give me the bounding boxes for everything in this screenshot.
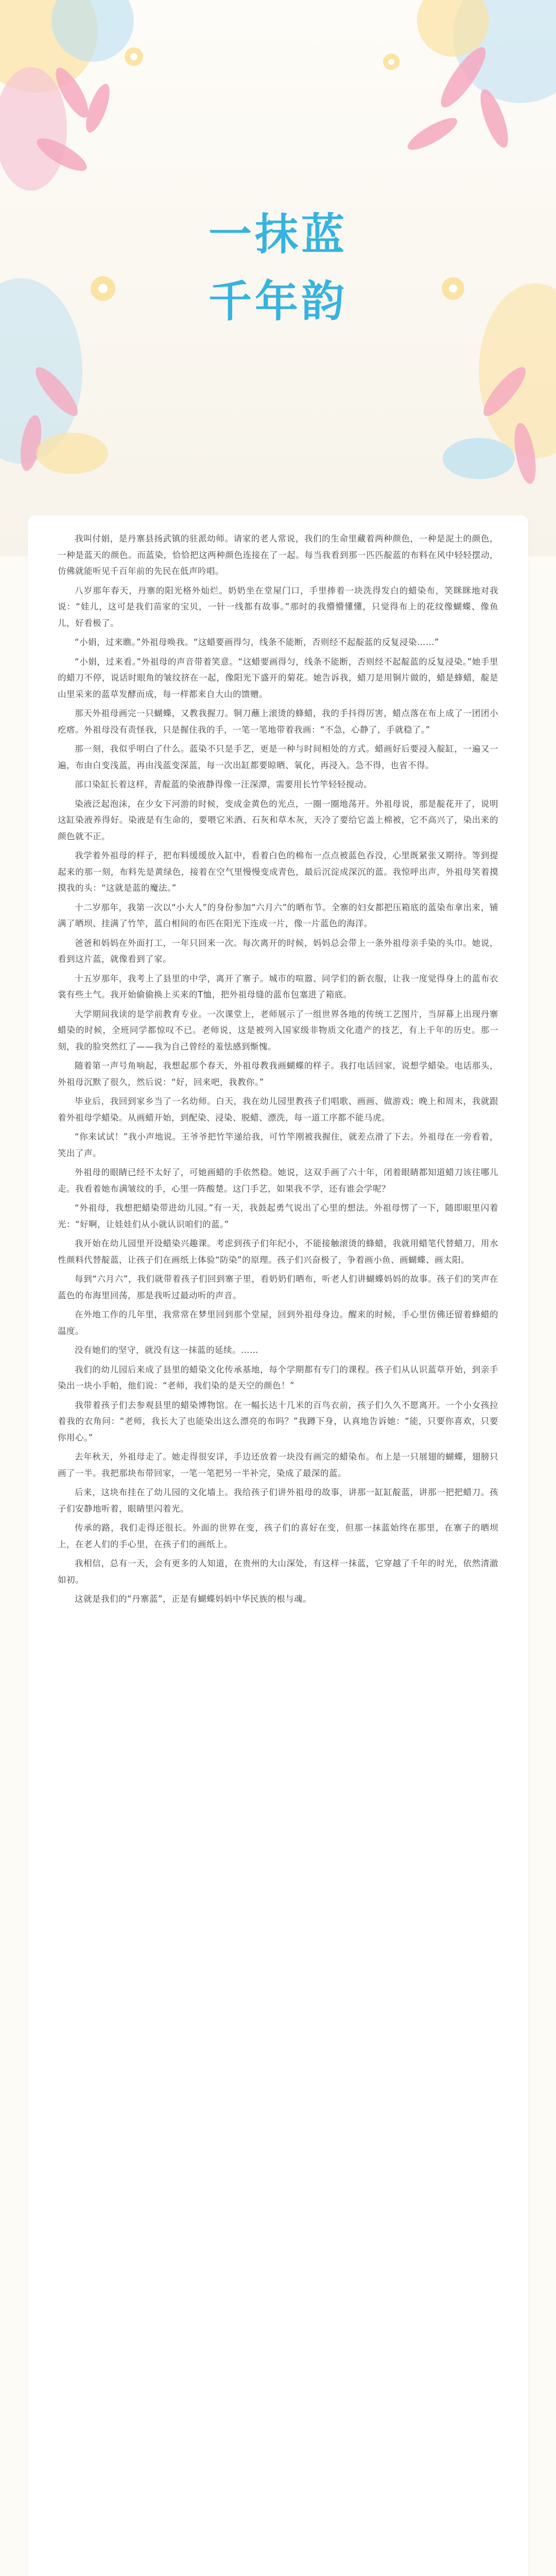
article-paragraph: “你来试试！”我小声地说。王爷爷把竹竿递给我，可竹竿刚被我握住，就差点滑了下去。外祖母在一旁看着，笑出了声。 xyxy=(58,1132,498,1158)
article-paragraph: 那天外祖母画完一只蝴蝶，又教我握刀。铜刀蘸上滚烫的蜂蜡，我的手抖得厉害，蜡点落在布上成了一团团小疙瘩。外祖母没有责怪我，只是握住我的手，一笔一笔地带着我画：“不急，心静了，手就稳了。” xyxy=(58,708,498,735)
article-paragraph: 大学期间我读的是学前教育专业。一次课堂上，老师展示了一组世界各地的传统工艺图片，当屏幕上出现丹寨蜡染的时候，全班同学都惊叹不已。老师说，这是被列入国家级非物质文化遗产的技艺，有上千年的历史。那一刻，我的脸突然红了——我为自己曾经的羞怯感到惭愧。 xyxy=(58,1009,498,1052)
article-paragraph: 染液泛起泡沫，在少女下河游的时候，变成金黄色的光点，一圈一圈地荡开。外祖母说，那是靛花开了，说明这缸染液养得好。染液是有生命的，要喂它米酒、石灰和草木灰，天冷了要给它盖上棉被，它不高兴了，染出来的颜色就不正。 xyxy=(58,799,498,841)
article-paragraph: 传承的路，我们走得还很长。外面的世界在变，孩子们的喜好在变，但那一抹蓝始终在那里，在寨子的晒坝上，在老人们的手心里，在孩子们的画纸上。 xyxy=(58,1523,498,1549)
article-paragraph: 我学着外祖母的样子，把布料缓缓放入缸中，看着白色的棉布一点点被蓝色吞没，心里既紧张又期待。等到提起来的那一刻，布料先是黄绿色，接着在空气里慢慢变成青色，最后沉淀成深沉的蓝。我惊呼出声，外祖母笑着摸摸我的头：“这就是蓝的魔法。” xyxy=(58,851,498,893)
article-body xyxy=(58,531,498,1607)
article-paragraph: 每到“六月六”，我们就带着孩子们回到寨子里，看奶奶们晒布，听老人们讲蝴蝶妈妈的故事。孩子们的笑声在蓝色的布海里回荡，那是我听过最动听的声音。 xyxy=(58,1274,498,1300)
article-paragraph: 那一刻，我似乎明白了什么。蓝染不只是手艺，更是一种与时间相处的方式。蜡画好后要浸入靛缸，一遍又一遍，布由白变浅蓝，再由浅蓝变深蓝，每一次出缸都要晾晒、氧化，再浸入。急不得，也省不得。 xyxy=(58,744,498,770)
article-paragraph: 在外地工作的几年里，我常常在梦里回到那个堂屋，回到外祖母身边。醒来的时候，手心里仿佛还留着蜂蜡的温度。 xyxy=(58,1310,498,1336)
article-paragraph: 我们的幼儿园后来成了县里的蜡染文化传承基地，每个学期都有专门的课程。孩子们从认识蓝草开始，到亲手染出一块小手帕，他们说：“老师，我们染的是天空的颜色！” xyxy=(58,1364,498,1391)
article-paragraph: 后来，这块布挂在了幼儿园的文化墙上。我给孩子们讲外祖母的故事，讲那一缸缸靛蓝，讲那一把把蜡刀。孩子们安静地听着，眼睛里闪着光。 xyxy=(58,1487,498,1514)
title-block xyxy=(0,201,556,335)
article-paragraph: “小娟，过来瞧。”外祖母唤我。“这蜡要画得匀，线条不能断，否则经不起靛蓝的反复浸染……” xyxy=(75,637,439,647)
article-paragraph: 十五岁那年，我考上了县里的中学，离开了寨子。城市的喧嚣、同学们的新衣服，让我一度觉得身上的蓝布衣裳有些土气。我开始偷偷换上买来的T恤，把外祖母缝的蓝布包塞进了箱底。 xyxy=(58,973,498,999)
article-paragraph: 外祖母的眼睛已经不太好了，可她画蜡的手依然稳。她说，这双手画了六十年，闭着眼睛都知道蜡刀该往哪儿走。我看着她布满皱纹的手，心里一阵酸楚。这门手艺，如果我不学，还有谁会学呢？ xyxy=(58,1167,498,1194)
article-paragraph: “小娟，过来看。”外祖母的声音带着笑意。“这蜡要画得匀，线条不能断，否则经不起靛蓝的反复浸染。”她手里的蜡刀不停，说话时眼角的皱纹挤在一起，像阳光下盛开的菊花。她告诉我，蜡刀是用铜片做的，蜡是蜂蜡，靛是山里采来的蓝草发酵而成，每一样都来自大山的馈赠。 xyxy=(58,656,498,699)
article-card xyxy=(28,515,528,2576)
article-paragraph: 毕业后，我回到家乡当了一名幼师。白天，我在幼儿园里教孩子们唱歌、画画、做游戏；晚上和周末，我就跟着外祖母学蜡染。从画蜡开始，到配染、浸染、脱蜡、漂洗，每一道工序都不能马虎。 xyxy=(58,1096,498,1123)
article-paragraph: 我相信，总有一天，会有更多的人知道，在贵州的大山深处，有这样一抹蓝，它穿越了千年的时光，依然清澈如初。 xyxy=(58,1558,498,1585)
article-paragraph: 随着第一声号角响起，我想起那个春天，外祖母教我画蝴蝶的样子。我打电话回家，说想学蜡染。电话那头，外祖母沉默了很久，然后说：“好，回来吧，我教你。” xyxy=(58,1061,498,1087)
article-paragraph: 我叫付娟，是丹寨县扬武镇的驻派幼师。请家的老人常说，我们的生命里藏着两种颜色，一种是泥土的颜色，一种是蓝天的颜色。而蓝染，恰恰把这两种颜色连接在了一起。每当我看到那一匹匹靛蓝的布料在风中轻轻摆动，仿佛就能听见千百年前的先民在低声吟唱。 xyxy=(58,534,498,576)
article-paragraph: 没有她们的坚守，就没有这一抹蓝的延续。…… xyxy=(75,1345,258,1355)
article-paragraph: 爸爸和妈妈在外面打工，一年只回来一次。每次离开的时候，妈妈总会带上一条外祖母亲手染的头巾。她说，看到这片蓝，就像看到了家。 xyxy=(58,938,498,964)
article-paragraph: 这就是我们的“丹寨蓝”，正是有蝴蝶妈妈中华民族的根与魂。 xyxy=(75,1594,312,1604)
hero-banner xyxy=(0,0,556,556)
article-paragraph: 部口染缸长着这样，青靛蓝的染液静得像一汪深潭，需要用长竹竿轻轻搅动。 xyxy=(75,779,372,789)
article-paragraph: 十二岁那年，我第一次以“小大人”的身份参加“六月六”的晒布节。全寨的妇女都把压箱底的蓝染布拿出来，铺满了晒坝、挂满了竹竿，蓝白相间的布匹在阳光下连成一片，像一片蓝色的海洋。 xyxy=(58,902,498,928)
article-paragraph: 八岁那年春天，丹寨的阳光格外灿烂。奶奶坐在堂屋门口，手里捧着一块洗得发白的蜡染布，笑眯眯地对我说：“娃儿，这可是我们苗家的宝贝，一针一线都有故事。”那时的我懵懵懂懂，只觉得布上的花纹像蝴蝶、像鱼儿，好看极了。 xyxy=(58,585,498,628)
page-title-line1: 一抹蓝 xyxy=(208,209,348,260)
article-paragraph: “外祖母，我想把蜡染带进幼儿园。”有一天，我鼓起勇气说出了心里的想法。外祖母愣了一下，随即眼里闪着光：“好啊，让娃娃们从小就认识咱们的蓝。” xyxy=(58,1203,498,1229)
page-title-line2: 千年韵 xyxy=(208,276,348,327)
article-paragraph: 我带着孩子们去参观县里的蜡染博物馆。在一幅长达十几米的百鸟衣前，孩子们久久不愿离开。一个小女孩拉着我的衣角问：“老师，我长大了也能染出这么漂亮的布吗？”我蹲下身，认真地告诉她：“能，只要你喜欢，只要你用心。” xyxy=(58,1400,498,1443)
article-paragraph: 去年秋天，外祖母走了。她走得很安详，手边还放着一块没有画完的蜡染布。布上是一只展翅的蝴蝶，翅膀只画了一半。我把那块布带回家，一笔一笔把另一半补完，染成了最深的蓝。 xyxy=(58,1452,498,1478)
article-paragraph: 我开始在幼儿园里开设蜡染兴趣课。考虑到孩子们年纪小，不能接触滚烫的蜂蜡，我就用蜡笔代替蜡刀，用水性颜料代替靛蓝，让孩子们在画纸上体验“防染”的原理。孩子们兴奋极了，争着画小鱼、画蝴蝶、画太阳。 xyxy=(58,1239,498,1265)
